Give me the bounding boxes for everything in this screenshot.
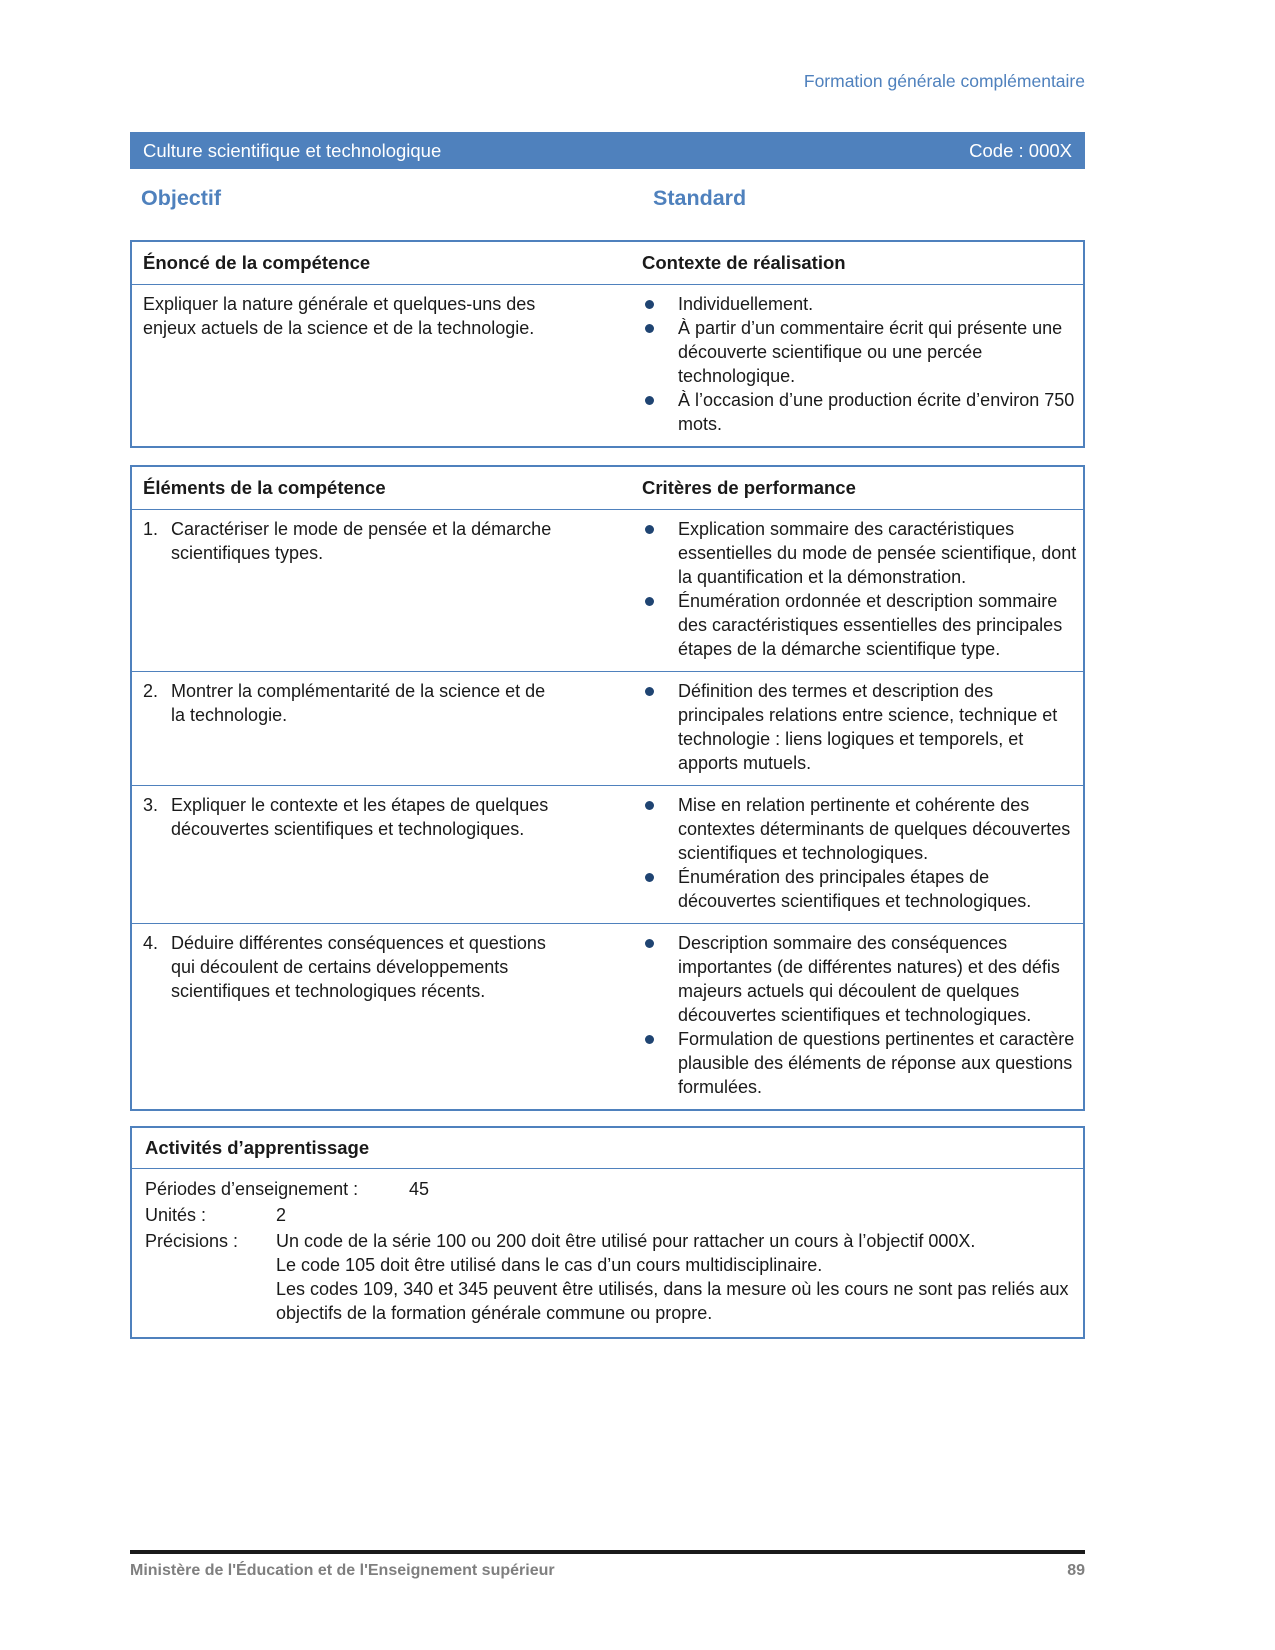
table1-header-row — [132, 242, 1083, 285]
unites-label: Unités : — [145, 1205, 207, 1225]
bullet-item: À partir d’un commentaire écrit qui présente une découverte scientifique ou une percée technologique. — [642, 316, 1081, 388]
table2-header-row — [132, 467, 1083, 510]
item-number: 2. — [143, 681, 159, 701]
criteres-bullet-list — [642, 931, 1081, 1099]
bullet-item: Formulation de questions pertinentes et caractère plausible des éléments de réponse aux questions formulées. — [642, 1027, 1081, 1099]
contexte-bullet-list — [642, 292, 1081, 436]
criteres-bullet-list — [642, 517, 1081, 661]
table2-header-left: Éléments de la compétence — [143, 477, 386, 498]
unites-value: 2 — [276, 1205, 287, 1225]
precision-line: Le code 105 doit être utilisé dans le cas d’un cours multidisciplinaire. — [276, 1255, 823, 1275]
table-row — [132, 510, 1083, 671]
item-number: 3. — [143, 795, 159, 815]
bullet-item: Description sommaire des conséquences importantes (de différentes natures) et des défis majeurs actuels qui découlent de quelques découvertes scientifiques et technologiques. — [642, 931, 1081, 1027]
item-text: Déduire différentes conséquences et questions qui découlent de certains développements scientifiques et technologiques récents. — [171, 933, 546, 1001]
bullet-item: Énumération ordonnée et description sommaire des caractéristiques essentielles des principales étapes de la démarche scientifique type. — [642, 589, 1081, 661]
page-footer — [130, 1550, 1085, 1583]
precisions-label: Précisions : — [145, 1231, 239, 1251]
element-item-1 — [143, 517, 557, 565]
enonce-competence-text: Expliquer la nature générale et quelques-uns des enjeux actuels de la science et de la technologie. — [143, 294, 536, 338]
activities-box — [130, 1126, 1085, 1339]
table-row — [132, 785, 1083, 923]
item-text: Montrer la complémentarité de la science et de la technologie. — [171, 681, 546, 725]
precisions-line — [145, 1229, 1070, 1325]
bullet-item: Définition des termes et description des principales relations entre science, technique et technologie : liens logiques et temporels, et apports mutuels. — [642, 679, 1081, 775]
footer-ministry: Ministère de l'Éducation et de l'Enseignement supérieur — [130, 1562, 555, 1579]
item-number: 1. — [143, 519, 159, 539]
bullet-item: Explication sommaire des caractéristiques essentielles du mode de pensée scientifique, dont la quantification et la démonstration. — [642, 517, 1081, 589]
element-item-3 — [143, 793, 557, 841]
periodes-value: 45 — [409, 1179, 430, 1199]
table-row — [132, 285, 1083, 446]
item-text: Expliquer le contexte et les étapes de quelques découvertes scientifiques et technologiques. — [171, 795, 549, 839]
table-elements-criteres — [130, 465, 1085, 1111]
heading-standard: Standard — [653, 186, 747, 210]
periodes-line — [145, 1177, 1070, 1201]
banner-code: Code : 000X — [969, 139, 1072, 161]
bullet-item: Énumération des principales étapes de découvertes scientifiques et technologiques. — [642, 865, 1081, 913]
table-row — [132, 671, 1083, 785]
banner-title: Culture scientifique et technologique — [143, 139, 442, 161]
item-text: Caractériser le mode de pensée et la démarche scientifiques types. — [171, 519, 552, 563]
activities-title: Activités d’apprentissage — [132, 1128, 1083, 1169]
table1-header-right: Contexte de réalisation — [642, 252, 846, 273]
bullet-item: Individuellement. — [642, 292, 1081, 316]
table1-header-left: Énoncé de la compétence — [143, 252, 371, 273]
criteres-bullet-list — [642, 793, 1081, 913]
precision-line: Un code de la série 100 ou 200 doit être utilisé pour rattacher un cours à l’objectif 000X. — [276, 1231, 976, 1251]
page-number: 89 — [1067, 1562, 1085, 1579]
precisions-text — [276, 1229, 1070, 1325]
table-row — [132, 923, 1083, 1109]
periodes-label: Périodes d’enseignement : — [145, 1179, 359, 1199]
document-page — [130, 0, 1085, 1339]
footer-rule — [130, 1550, 1085, 1554]
element-item-4 — [143, 931, 557, 1003]
bullet-item: À l’occasion d’une production écrite d’environ 750 mots. — [642, 388, 1081, 436]
criteres-bullet-list — [642, 679, 1081, 775]
element-item-2 — [143, 679, 557, 727]
precision-line: Les codes 109, 340 et 345 peuvent être utilisés, dans la mesure où les cours ne sont pas reliés aux objectifs de la formation générale commune ou propre. — [276, 1279, 1069, 1323]
course-banner — [130, 132, 1085, 169]
unites-line — [145, 1203, 1070, 1227]
table2-header-right: Critères de performance — [642, 477, 856, 498]
running-header: Formation générale complémentaire — [803, 71, 1085, 91]
bullet-item: Mise en relation pertinente et cohérente des contextes déterminants de quelques découvertes scientifiques et technologiques. — [642, 793, 1081, 865]
section-headings — [130, 186, 1085, 216]
item-number: 4. — [143, 933, 159, 953]
heading-objectif: Objectif — [141, 186, 222, 210]
table-competence-contexte — [130, 240, 1085, 448]
